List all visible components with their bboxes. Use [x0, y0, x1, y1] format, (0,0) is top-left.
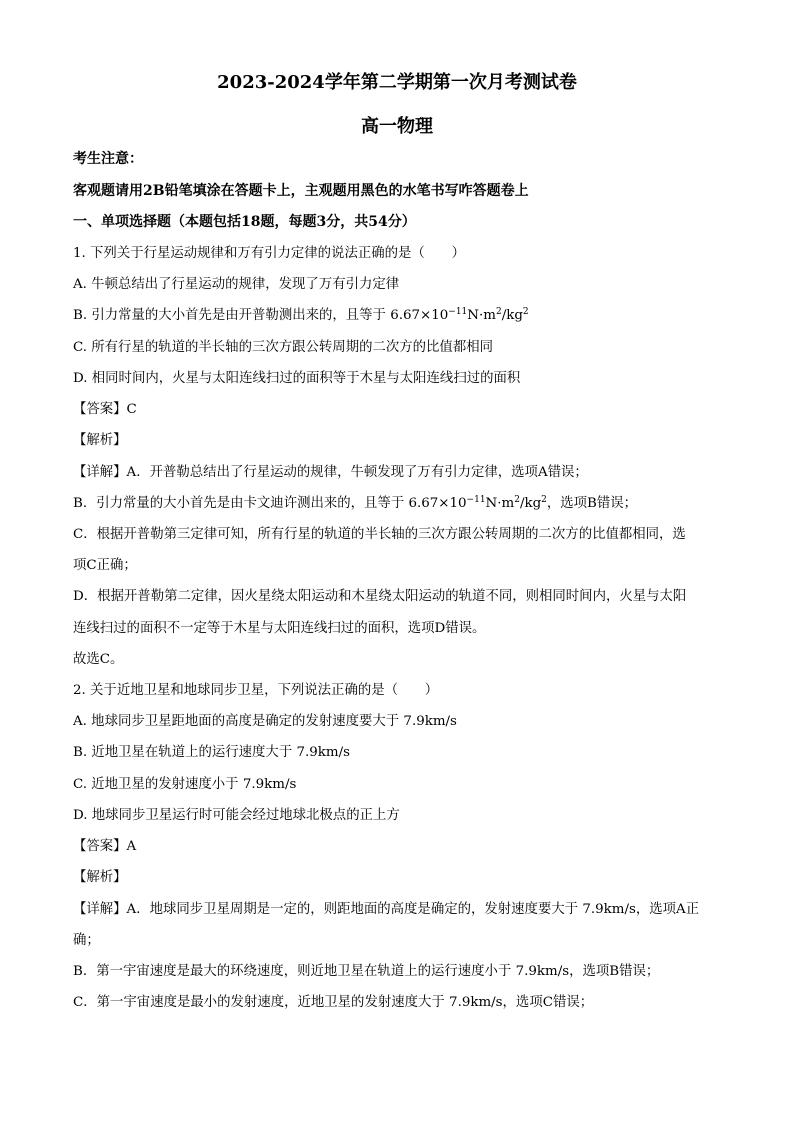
exam-title: 2023-2024学年第二学期第一次月考测试卷 — [217, 72, 577, 93]
q1-detail-b-exponent: −11 — [466, 495, 486, 505]
q1-detail-b-exponent-3: 2 — [541, 495, 547, 505]
q2-option-a: A. 地球同步卫星距地面的高度是确定的发射速度要大于 7.9km/s — [73, 714, 457, 729]
q1-detail-b-text: B．引力常量的大小首先是由卡文迪许测出来的，且等于 6.67×10 — [73, 496, 467, 511]
q1-answer: 【答案】C — [73, 402, 137, 417]
q1-detail-a: 【详解】A．开普勒总结出了行星运动的规律，牛顿发现了万有引力定律，选项A错误； — [73, 465, 588, 480]
q2-option-b: B. 近地卫星在轨道上的运行速度大于 7.9km/s — [73, 745, 350, 760]
q1-option-d: D. 相同时间内，火星与太阳连线扫过的面积等于木星与太阳连线扫过的面积 — [73, 371, 521, 386]
q1-option-b-exponent-3: 2 — [522, 307, 529, 317]
exam-subject: 高一物理 — [361, 116, 433, 137]
q1-option-a: A. 牛顿总结出了行星运动的规律，发现了万有引力定律 — [73, 277, 400, 292]
q1-detail-b — [73, 495, 723, 513]
q1-option-b-unit-2: /kg — [501, 308, 523, 323]
q1-detail-c-line2: 项C正确； — [73, 558, 137, 573]
q1-option-b-unit: N·m — [467, 308, 496, 323]
q2-detail-b: B．第一宇宙速度是最大的环绕速度，则近地卫星在轨道上的运行速度小于 7.9km/s，选项B错误； — [73, 964, 660, 979]
q2-analysis-label: 【解析】 — [73, 870, 127, 885]
q1-detail-b-exponent-2: 2 — [514, 495, 520, 505]
q1-option-b-text: B. 引力常量的大小首先是由开普勒测出来的，且等于 6.67×10 — [73, 308, 449, 323]
q1-detail-b-unit: N·m — [485, 496, 515, 511]
q2-detail-a-line2: 确； — [73, 933, 100, 948]
q1-detail-b-unit-2: /kg — [519, 496, 542, 511]
q1-stem: 1. 下列关于行星运动规律和万有引力定律的说法正确的是（ ） — [73, 246, 465, 261]
q1-option-b-exponent: −11 — [448, 307, 468, 317]
q1-analysis-label: 【解析】 — [73, 433, 127, 448]
q1-option-b-exponent-2: 2 — [495, 307, 502, 317]
q2-detail-a-line1: 【详解】A．地球同步卫星周期是一定的，则距地面的高度是确定的，发射速度要大于 7.9km/s，选项A正 — [73, 902, 700, 917]
section-heading: 一、单项选择题（本题包括18题，每题3分，共54分） — [73, 214, 416, 230]
q2-option-d: D. 地球同步卫星运行时可能会经过地球北极点的正上方 — [73, 808, 400, 823]
q1-detail-b-tail: ，选项B错误； — [546, 496, 638, 511]
notice-text: 客观题请用2B铅笔填涂在答题卡上，主观题用黑色的水笔书写咋答题卷上 — [73, 183, 529, 199]
q1-detail-d-line1: D．根据开普勒第二定律，因火星绕太阳运动和木星绕太阳运动的轨道不同，则相同时间内，火星与太阳 — [73, 589, 687, 604]
q2-option-c: C. 近地卫星的发射速度小于 7.9km/s — [73, 777, 297, 792]
q1-conclusion: 故选C。 — [73, 652, 124, 667]
q2-answer: 【答案】A — [73, 839, 137, 854]
q1-detail-c-line1: C．根据开普勒第三定律可知，所有行星的轨道的半长轴的三次方跟公转周期的二次方的比值都相同，选 — [73, 527, 686, 542]
q2-stem: 2. 关于近地卫星和地球同步卫星，下列说法正确的是（ ） — [73, 683, 439, 698]
q1-option-b — [73, 307, 723, 325]
q2-detail-c: C．第一宇宙速度是最小的发射速度，近地卫星的发射速度大于 7.9km/s，选项C错误； — [73, 995, 594, 1010]
q1-option-c: C. 所有行星的轨道的半长轴的三次方跟公转周期的二次方的比值都相同 — [73, 340, 493, 355]
q1-detail-d-line2: 连线扫过的面积不一定等于木星与太阳连线扫过的面积，选项D错误。 — [73, 621, 486, 636]
notice-heading: 考生注意： — [73, 151, 143, 167]
